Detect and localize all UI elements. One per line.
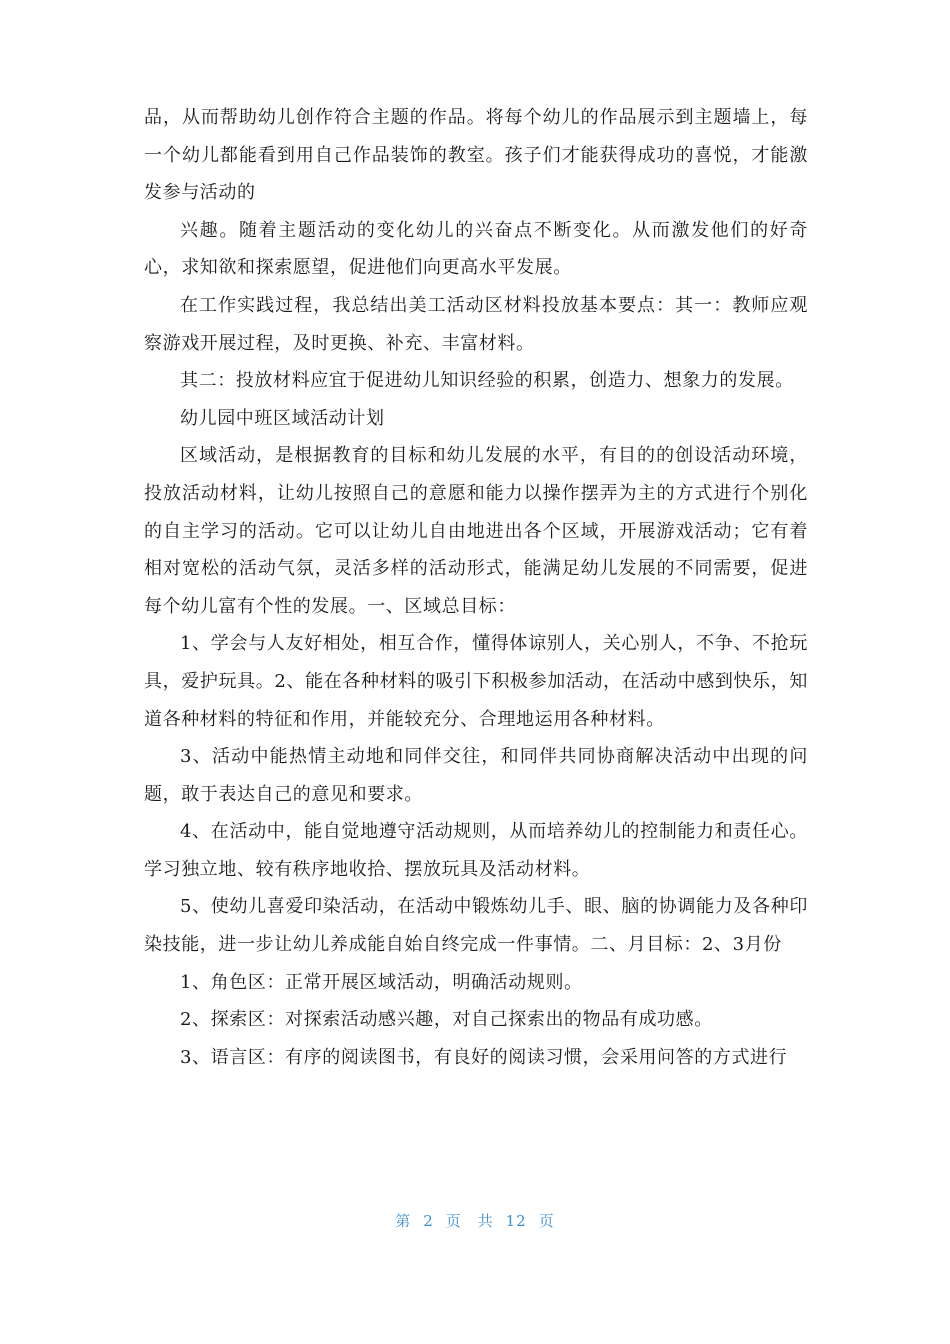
list-item: 3、语言区：有序的阅读图书，有良好的阅读习惯，会采用问答的方式进行 [180, 1046, 788, 1068]
list-item: 2、探索区：对探索活动感兴趣，对自己探索出的物品有成功感。 [180, 1009, 713, 1031]
paragraph: 4、在活动中，能自觉地遵守活动规则，从而培养幼儿的控制能力和责任心。学习独立地、较有秩序地收拾、摆放玩具及活动材料。 [144, 821, 808, 880]
total-pages-number: 12 [505, 1212, 527, 1230]
list-item: 1、角色区：正常开展区域活动，明确活动规则。 [180, 971, 583, 993]
current-page-number: 2 [423, 1212, 434, 1230]
section-heading: 幼儿园中班区域活动计划 [180, 407, 385, 429]
paragraph: 在工作实践过程，我总结出美工活动区材料投放基本要点：其一：教师应观察游戏开展过程，及时更换、补充、丰富材料。 [144, 294, 808, 354]
paragraph: 兴趣。随着主题活动的变化幼儿的兴奋点不断变化。从而激发他们的好奇心，求知欲和探索愿望，促进他们向更高水平发展。 [144, 219, 808, 279]
page-label-mid: 页 共 [445, 1212, 494, 1230]
paragraph: 区域活动，是根据教育的目标和幼儿发展的水平，有目的的创设活动环境，投放活动材料，让幼儿按照自己的意愿和能力以操作摆弄为主的方式进行个别化的自主学习的活动。它可以让幼儿自由地进出各个区域，开展游戏活动；它有着相对宽松的活动气氛，灵活多样的活动形式，能满足幼儿发展的不同需要，促进每个幼儿富有个性的发展。一、区域总目标： [144, 445, 808, 617]
paragraph: 1、学会与人友好相处，相互合作，懂得体谅别人，关心别人，不争、不抢玩具，爱护玩具。2、能在各种材料的吸引下积极参加活动，在活动中感到快乐，知道各种材料的特征和作用，并能较充分、合理地运用各种材料。 [144, 633, 808, 730]
document-body [144, 99, 808, 1076]
paragraph: 品，从而帮助幼儿创作符合主题的作品。将每个幼儿的作品展示到主题墙上，每一个幼儿都能看到用自己作品装饰的教室。孩子们才能获得成功的喜悦，才能激发参与活动的 [144, 107, 808, 204]
page-label-prefix: 第 [395, 1212, 412, 1230]
paragraph: 5、使幼儿喜爱印染活动，在活动中锻炼幼儿手、眼、脑的协调能力及各种印染技能，进一步让幼儿养成能自始自终完成一件事情。二、月目标：2、3月份 [144, 896, 808, 956]
page-label-suffix: 页 [538, 1212, 555, 1230]
page-footer [0, 1210, 950, 1231]
paragraph: 其二：投放材料应宜于促进幼儿知识经验的积累，创造力、想象力的发展。 [180, 370, 794, 392]
paragraph: 3、活动中能热情主动地和同伴交往，和同伴共同协商解决活动中出现的问题，敢于表达自己的意见和要求。 [144, 746, 808, 805]
